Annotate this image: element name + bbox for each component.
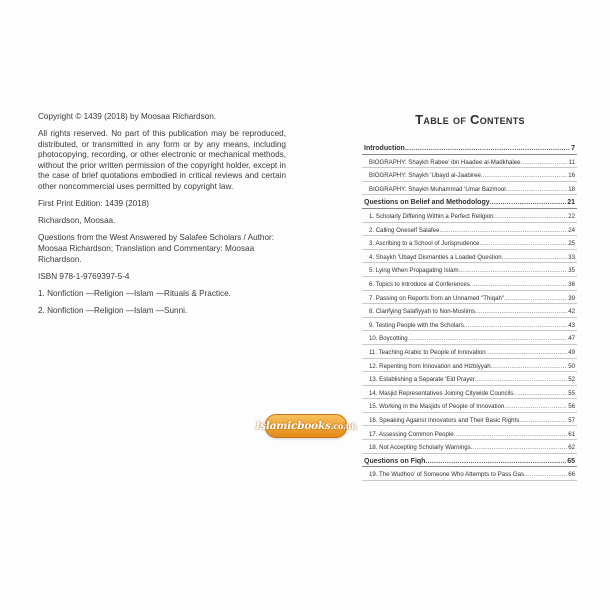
toc-entry-title: 1. Scholarly Differing Within a Perfect Religion — [369, 213, 494, 221]
toc-dot-leader — [486, 349, 568, 358]
toc-entry-title: BIOGRAPHY: Shaykh 'Ubayd al-Jaabiree — [369, 172, 481, 180]
toc-entry-page: 65 — [567, 457, 575, 465]
toc-dot-leader — [504, 403, 567, 412]
toc-entry-title: 4. Shaykh 'Ubayd Dismantles a Loaded Question — [369, 253, 502, 261]
toc-entry-page: 47 — [568, 335, 575, 343]
toc-dot-leader — [504, 295, 567, 304]
toc-entry-title: 7. Passing on Reports from an Unnamed "Thiqah" — [369, 294, 505, 302]
toc-entry-title: 11. Teaching Arabic to People of Innovation — [369, 349, 486, 356]
rights-statement: All rights reserved. No part of this publication may be reproduced, distributed, or transmitted in any form or by any means, including photocopying, recording, or other electronic or mechanical methods, without the prior written permission of the copyright holder, except in the case of brief quotations embodied in critical reviews and certain other noncommercial uses permitted by copyright law. — [38, 129, 286, 192]
toc-entry-page: 55 — [568, 389, 575, 397]
toc-dot-leader — [502, 254, 568, 263]
toc-entry-title: 8. Clarifying Salafiyyah to Non-Muslims — [369, 308, 476, 316]
logo-tld: .co.uk — [330, 421, 357, 431]
toc-entry-title: 14. Masjid Representatives Joining Citywide Councils — [369, 389, 514, 397]
toc-dot-leader — [439, 227, 567, 236]
toc-dot-leader — [524, 471, 567, 480]
toc-entry-title: 18. Not Accepting Scholarly Warnings — [369, 444, 471, 452]
toc-entry-page: 16 — [568, 172, 575, 180]
toc-entry-title: Introduction — [364, 145, 405, 153]
toc-entry — [362, 168, 577, 182]
toc-entry — [362, 426, 577, 440]
toc-dot-leader — [481, 172, 567, 181]
toc-entry-title: 9. Testing People with the Scholars — [369, 321, 464, 329]
toc-entry-page: 22 — [568, 213, 575, 221]
toc-entry — [362, 318, 577, 332]
toc-entry-page: 11 — [568, 158, 575, 166]
toc-entry — [362, 223, 577, 237]
toc-dot-leader — [521, 159, 568, 168]
toc-dot-leader — [475, 308, 567, 317]
toc-dot-leader — [513, 390, 567, 399]
toc-entry-title: 15. Working in the Masjids of People of Innovation — [369, 403, 505, 411]
copyright-page — [38, 112, 286, 323]
toc-dot-leader — [425, 458, 566, 467]
subject-heading-1: 1. Nonfiction —Religion —Islam —Rituals & Practice. — [38, 288, 231, 298]
toc-dot-leader — [464, 322, 567, 331]
toc-entry — [362, 155, 577, 169]
toc-entry-title: 13. Establishing a Separate 'Eid Prayer — [369, 376, 475, 384]
toc-title: Table of Contents — [415, 112, 525, 127]
toc-entry-page: 57 — [568, 416, 575, 424]
toc-dot-leader — [471, 444, 567, 453]
toc-entry-title: 19. The Wudhoo' of Someone Who Attempts to Pass Gas — [369, 471, 525, 479]
toc-section-heading — [362, 141, 577, 155]
toc-entry-page: 36 — [568, 281, 575, 289]
cataloging-name: Richardson, Moosaa. — [38, 216, 116, 226]
toc-entry-title: Questions on Fiqh — [364, 457, 426, 465]
toc-entry-page: 52 — [568, 376, 575, 384]
toc-entry — [362, 263, 577, 277]
first-print-edition: First Print Edition: 1439 (2018) — [38, 199, 150, 209]
toc-entry-title: 6. Topics to Introduce at Conferences — [369, 281, 470, 289]
cataloging-title: Questions from the West Answered by Salafee Scholars / Author: Moosaa Richardson; Translation and Commentary: Moosaa Richardson. — [38, 233, 275, 264]
toc-entry-page: 66 — [568, 471, 575, 479]
toc-entry-page: 50 — [568, 362, 575, 370]
toc-entry — [362, 209, 577, 223]
toc-entry — [362, 467, 577, 481]
toc-dot-leader — [519, 417, 567, 426]
toc-entry-page: 61 — [568, 430, 575, 438]
toc-dot-leader — [408, 335, 568, 344]
toc-entry-page: 56 — [568, 403, 575, 411]
toc-entry — [362, 413, 577, 427]
toc-dot-leader — [475, 376, 567, 385]
islamicbooks-logo — [255, 414, 357, 438]
toc-entry — [362, 372, 577, 386]
toc-entry-title: 2. Calling Oneself Salafee — [369, 226, 440, 234]
toc-entry-title: 3. Ascribing to a School of Jurisprudence — [369, 240, 480, 248]
toc-entry-title: BIOGRAPHY: Shaykh Muhammad 'Umar Bazmool — [369, 185, 506, 193]
toc-entry-page: 18 — [568, 185, 575, 193]
toc-dot-leader — [454, 431, 568, 440]
toc-entry-page: 43 — [568, 321, 575, 329]
subject-heading-2: 2. Nonfiction —Religion —Islam —Sunni. — [38, 305, 188, 315]
toc-entry-title: 10. Boycotting — [369, 335, 408, 343]
toc-dot-leader — [491, 363, 568, 372]
toc-entry — [362, 304, 577, 318]
toc-entry-title: 12. Repenting from Innovation and Hizbiyyah — [369, 362, 491, 370]
toc-entry — [362, 386, 577, 400]
toc-entry — [362, 277, 577, 291]
toc-dot-leader — [494, 213, 568, 222]
toc-entry — [362, 182, 577, 196]
toc-dot-leader — [405, 145, 570, 154]
toc-dot-leader — [490, 199, 567, 208]
toc-entry — [362, 399, 577, 413]
toc-entry — [362, 331, 577, 345]
toc-entry — [362, 345, 577, 359]
copyright-line: Copyright © 1439 (2018) by Moosaa Richardson. — [38, 112, 217, 121]
toc-entry — [362, 359, 577, 373]
toc-dot-leader — [459, 267, 568, 276]
toc-entry-title: BIOGRAPHY: Shaykh Rabee' ibn Haadee al-Madkhalee — [369, 158, 521, 166]
toc-entry-page: 24 — [568, 226, 575, 234]
toc-entry — [362, 440, 577, 454]
toc-entry-page: 49 — [568, 349, 575, 356]
toc-entry-title: Questions on Belief and Methodology — [364, 199, 490, 207]
toc-entry-title: 17. Assessing Common People — [369, 430, 454, 438]
toc-entry-page: 33 — [568, 253, 575, 261]
toc-entry-page: 25 — [568, 240, 575, 248]
toc-entry-title: 5. Lying When Propagating Islam — [369, 267, 459, 275]
logo-brand: Islamicbooks — [255, 420, 331, 432]
toc-entry-page: 21 — [567, 199, 575, 207]
toc-dot-leader — [470, 281, 567, 290]
toc-entry-page: 35 — [568, 267, 575, 275]
toc-entry — [362, 291, 577, 305]
toc-entry-page: 62 — [568, 444, 575, 452]
isbn: ISBN 978-1-9769397-5-4 — [38, 271, 130, 281]
toc-dot-leader — [506, 186, 568, 195]
toc-entry-page: 7 — [571, 145, 575, 153]
toc-entry — [362, 250, 577, 264]
toc-list — [362, 141, 577, 481]
toc-section-heading — [362, 454, 577, 468]
toc-entry-page: 42 — [568, 308, 575, 316]
toc-entry-title: 16. Speaking Against Innovators and Their Basic Rights — [369, 416, 520, 424]
toc-entry-page: 39 — [568, 294, 575, 302]
toc-dot-leader — [479, 240, 567, 249]
toc-entry — [362, 236, 577, 250]
toc-section-heading — [362, 195, 577, 209]
